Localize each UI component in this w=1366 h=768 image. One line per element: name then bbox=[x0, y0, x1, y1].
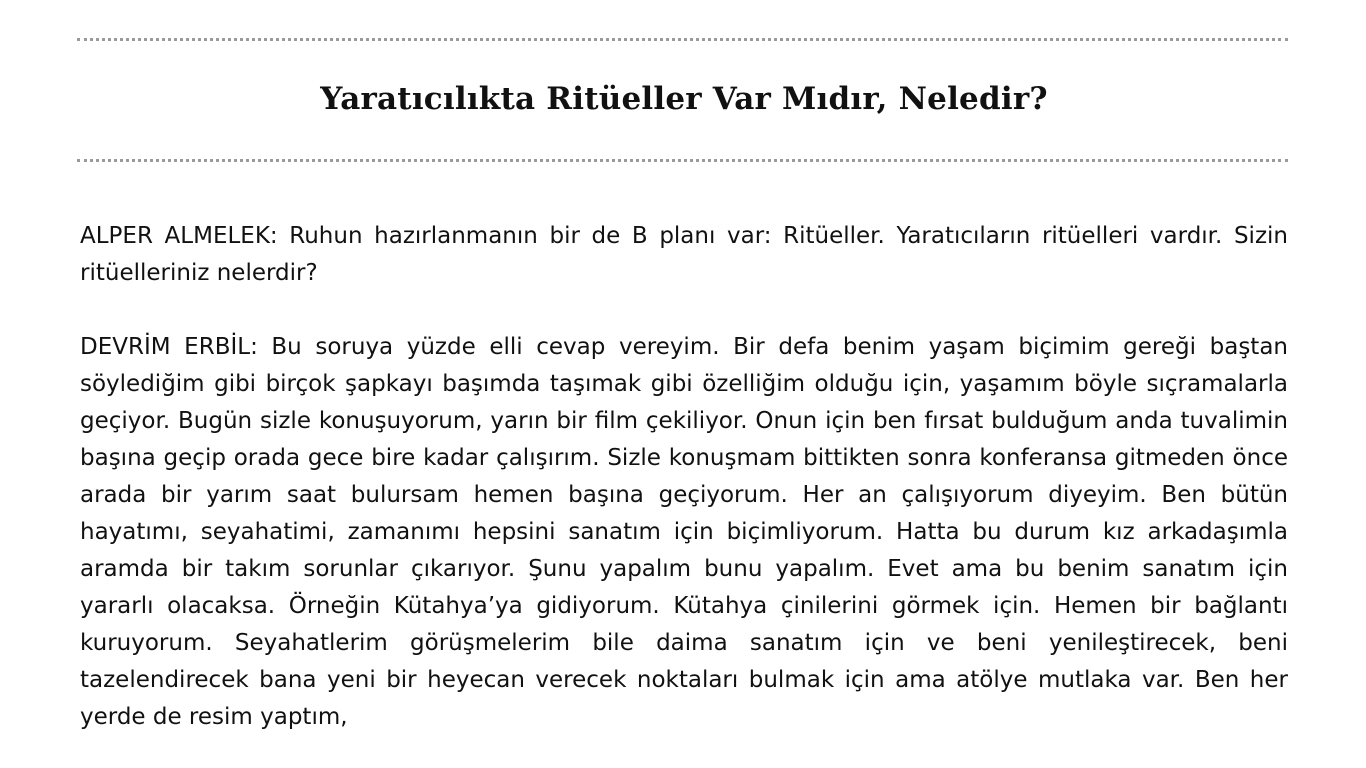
paragraph-question: ALPER ALMELEK: Ruhun hazırlanmanın bir de B planı var: Ritüeller. Yaratıcıların ritüelleri vardır. Sizin ritüelleriniz nelerdir? bbox=[80, 223, 1288, 286]
article-body bbox=[80, 218, 1288, 736]
top-dotted-divider bbox=[77, 38, 1288, 41]
paragraph-answer: DEVRİM ERBİL: Bu soruya yüzde elli cevap vereyim. Bir defa benim yaşam biçimim gereği baştan söylediğim gibi birçok şapkayı başımda taşımak gibi özelliğim olduğu için, yaşamım böyle sıçramalarla geçiyor. Bugün sizle konuşuyorum, yarın bir film çekiliyor. Onun için ben fırsat bulduğum anda tuvalimin başına geçip orada gece bire kadar çalışırım. Sizle konuşmam bittikten sonra konferansa gitmeden önce arada bir yarım saat bulursam hemen başına geçiyorum. Her an çalışıyorum diyeyim. Ben bütün hayatımı, seyahatimi, zamanımı hepsini sanatım için biçimliyorum. Hatta bu durum kız arkadaşımla aramda bir takım sorunlar çıkarıyor. Şunu yapalım bunu yapalım. Evet ama bu benim sanatım için yararlı olacaksa. Örneğin Kütahya’ya gidiyorum. Kütahya çinilerini görmek için. Hemen bir bağlantı kuruyorum. Seyahatlerim görüşmelerim bile daima sanatım için ve beni yenileştirecek, beni tazelendirecek bana yeni bir heyecan verecek noktaları bulmak için ama atölye mutlaka var. Ben her yerde de resim yaptım, bbox=[80, 334, 1288, 730]
bottom-dotted-divider bbox=[77, 159, 1288, 162]
document-page bbox=[0, 38, 1366, 768]
article-title: Yaratıcılıkta Ritüeller Var Mıdır, Neledir? bbox=[320, 81, 1048, 117]
